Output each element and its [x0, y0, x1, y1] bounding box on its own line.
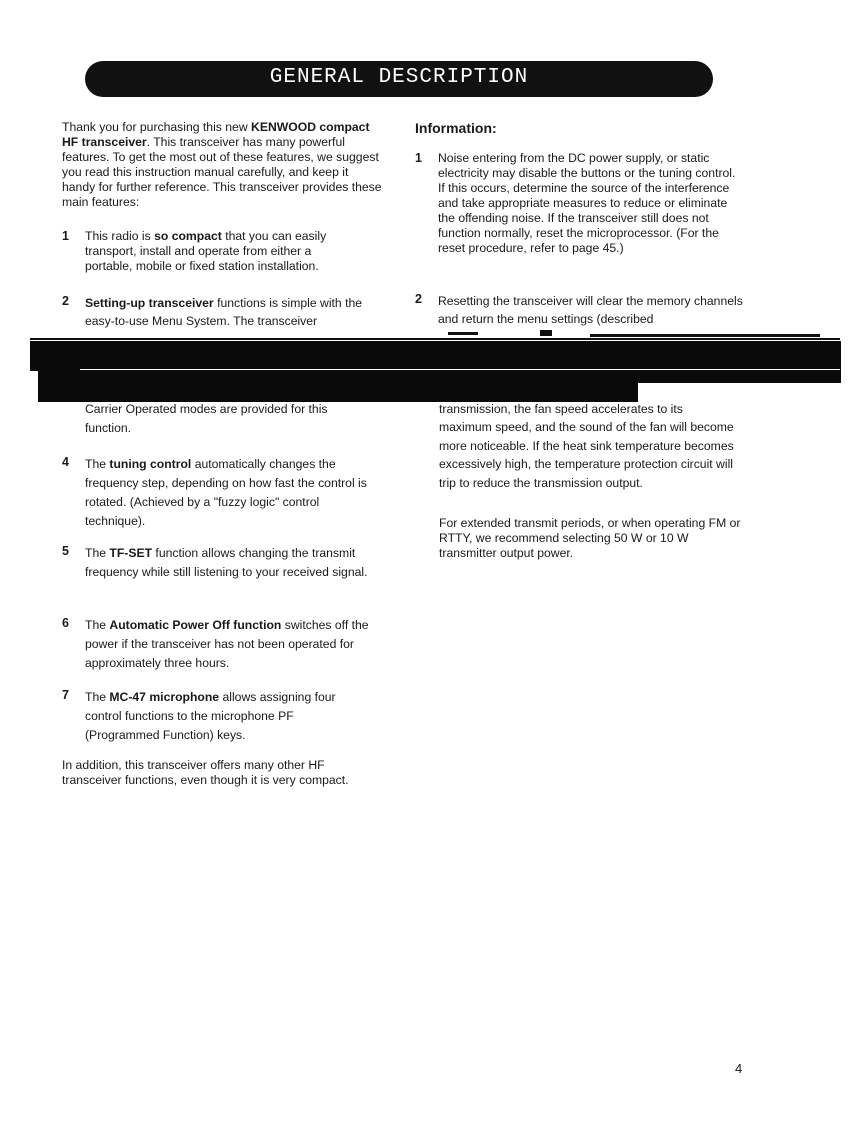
- scan-speck: [540, 330, 552, 336]
- redaction-bar: [38, 341, 638, 402]
- brand-name: KENWOOD compact HF transceiver: [62, 120, 370, 149]
- scan-speck: [590, 334, 820, 337]
- redaction-bar-right: [638, 341, 841, 383]
- title-banner: [85, 61, 713, 97]
- scan-speck: [448, 332, 478, 335]
- intro-paragraph: Thank you for purchasing this new KENWOOD compact HF transceiver. This transceiver has many powerful features. To get the most out of these features, we suggest you read this instruction manual carefully, and keep it handy for further reference. This transceiver provides these main features:: [62, 120, 382, 209]
- page-title: GENERAL DESCRIPTION: [269, 66, 529, 89]
- page-number: 4: [735, 1061, 743, 1076]
- scan-rule-line: [30, 338, 840, 340]
- information-heading: Information:: [415, 120, 497, 136]
- extended-transmit-paragraph: For extended transmit periods, or when operating FM or RTTY, we recommend selecting 50 W or 10 W transmitter output power.: [439, 516, 741, 560]
- redaction-notch: [30, 341, 40, 371]
- fan-paragraph: transmission, the fan speed accelerates to its maximum speed, and the sound of the fan will become more noticeable. If the heat sink temperature becomes excessively high, the temperature protection circuit will trip to reduce the transmission output.: [439, 402, 734, 490]
- closing-paragraph: In addition, this transceiver offers many other HF transceiver functions, even though it is very compact.: [62, 758, 349, 787]
- redaction-white-line: [80, 369, 840, 370]
